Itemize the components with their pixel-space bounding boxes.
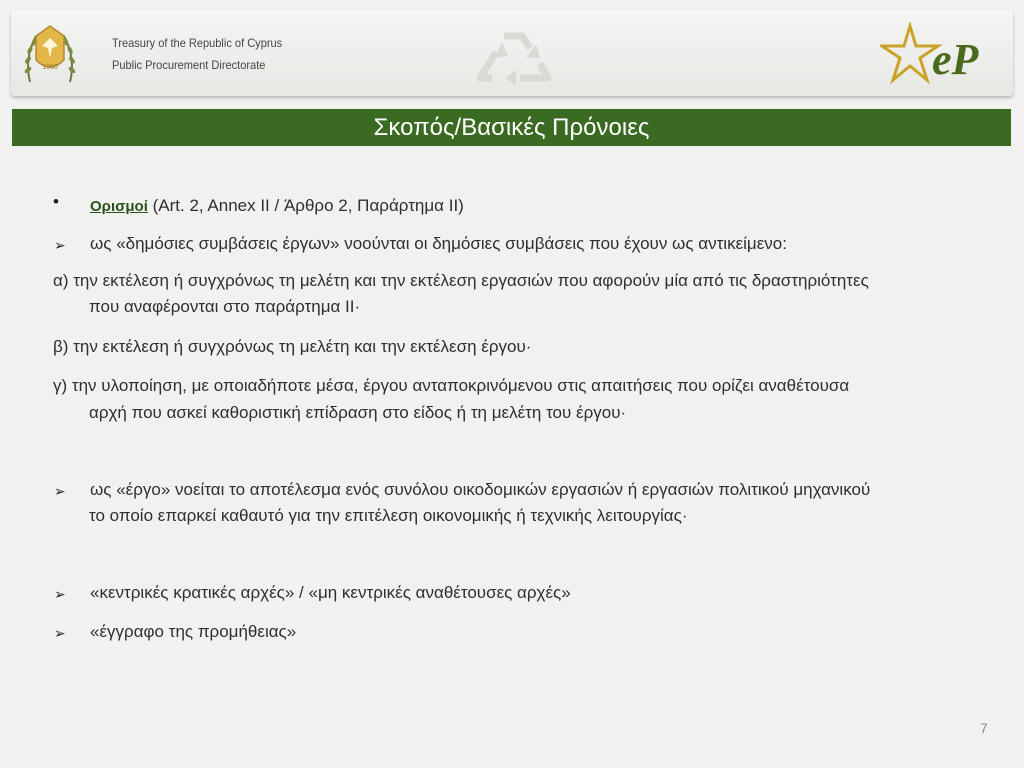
item-c-line-2: αρχή που ασκεί καθοριστική επίδραση στο είδος ή τη μελέτη του έργου· <box>89 403 627 422</box>
bullet-dot-icon: • <box>53 192 59 211</box>
item-procurement-document: «έγγραφο της προμήθειας» <box>90 622 297 641</box>
definitions-reference: (Art. 2, Annex II / Άρθρο 2, Παράρτημα II) <box>147 196 464 215</box>
page-number: 7 <box>980 720 988 736</box>
arrow-bullet-icon: ➢ <box>54 483 66 499</box>
arrow-bullet-icon: ➢ <box>54 237 66 253</box>
arrow-bullet-icon: ➢ <box>54 625 66 641</box>
definitions-heading <box>90 196 464 216</box>
slide-title: Σκοπός/Βασικές Πρόνοιες <box>12 109 1011 146</box>
ep-logo-text: eP <box>932 35 979 84</box>
org-line-1: Treasury of the Republic of Cyprus <box>112 36 283 50</box>
definitions-label: Ορισμοί <box>90 198 148 215</box>
item-a-line-1: α) την εκτέλεση ή συγχρόνως τη μελέτη και την εκτέλεση εργασιών που αφορούν μία από τις δραστηριότητες <box>53 271 869 290</box>
item-work-line-2: το οποίο επαρκεί καθαυτό για την επιτέλεση οικονομικής ή τεχνικής λειτουργίας· <box>89 506 688 525</box>
item-authorities: «κεντρικές κρατικές αρχές» / «μη κεντρικές αναθέτουσες αρχές» <box>90 583 571 602</box>
arrow-bullet-icon: ➢ <box>54 586 66 602</box>
item-b: β) την εκτέλεση ή συγχρόνως τη μελέτη και την εκτέλεση έργου· <box>53 337 532 356</box>
item-c-line-1: γ) την υλοποίηση, με οποιαδήποτε μέσα, έργου ανταποκρινόμενου στις απαιτήσεις που ορίζει αναθέτουσα <box>53 376 850 395</box>
svg-text:1960: 1960 <box>42 64 58 71</box>
item-work-line-1: ως «έργο» νοείται το αποτέλεσμα ενός συνόλου οικοδομικών εργασιών ή εργασιών πολιτικού μηχανικού <box>90 480 871 499</box>
org-line-2: Public Procurement Directorate <box>112 58 266 72</box>
item-public-works-contracts: ως «δημόσιες συμβάσεις έργων» νοούνται οι δημόσιες συμβάσεις που έχουν ως αντικείμενο: <box>90 234 787 253</box>
item-a-line-2: που αναφέρονται στο παράρτημα II· <box>89 297 361 316</box>
